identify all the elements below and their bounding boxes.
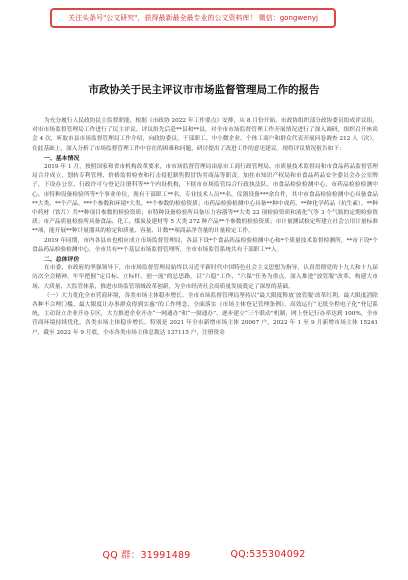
top-promo-banner: 关注头条号"公文研究"，获得最新最全最专业的公文资料库！ 微信：gongwenyj <box>50 8 336 28</box>
basic-paragraph-1: 2019 年 1 月，按照国家和省市机构改革要求，市市场监督管理局由原市工商行政管理局、市质量技术监督局和市食品药品监督管理局合并成立，划转专利管理、价格监督检查和打击侵犯制售假冒伪劣商品等职责。加挂市知识产权局和市食品药品安全委员会办公室牌子，下设办公室、行政许可与登记注册科等**个内设机构，下辖市市场监管综合行政执法队、市食品检验检测中心、市药品检验检测中心、市特种设备检验所等*个事业单位，现有干部职工**名，专业技术人员**名，仪器设备***余台件，其中市食品检验检测中心具备食品**大类、**个产品、***个参数和环境*大类、**个参数的检验资质；市药品检验检测中心具备**种中成药、**种化学药品（抗生素）、**种中药材（饮片）共**种项目参数的检验资质；市特种设备检验所具备压力容器等**大类 22 项检验资质和液化气等 3 个气瓶的定期检验资质；市产品质量检验所具备食品、化工、煤炭及建材等 5 大类 272 种产品**个参数的检验资质；市计量测试检定所建立社会公用计量标准**项，能开展**种计量器具的检定和质量、容量、计数**项商品净含量的计量检定工作。 <box>32 164 378 235</box>
evaluation-paragraph-1: 在市委、市政府的坚强领导下，市市场监督管理局始终以习近平新时代中国特色社会主义思想为指导，认真贯彻党的十九大和十九届历次全会精神，牢牢把握“定目标、立标杆、创一流”的总思路，以“六稳”工作、“六保”任务为重点，深入推进“放管服”改革，构建大市场、大质量、大监管体系，推进市场监管领域改革创新，为全市经济社会高质量发展奠定了深厚的基础。 <box>32 265 378 290</box>
section-heading-basic: 一、基本情况 <box>44 154 80 162</box>
page-title: 市政协关于民主评议市市场监督管理局工作的报告 <box>88 84 320 96</box>
bottom-contact-banner <box>0 544 408 564</box>
document-body <box>32 117 378 338</box>
section-heading-evaluation: 二、总体评价 <box>44 256 80 264</box>
basic-paragraph-2: 2019 年同期，市内各县市也相应成立市场监督管理局，各县下设*个食品药品检验检测中心和*个质量技术监督检测所，**市下设*个食品药品检验检测中心，全市共有**个基层市场监督管理所，全市市场监管系统共有干部职工**人。 <box>32 237 378 253</box>
evaluation-paragraph-2: （一）大力优化全市营商环境，各类市场主体稳步增长。全市市场监督管理局坚持以“最大限度释放‘放管服’改革红利、最大限度消除各种不合理门槛、最大限度让办事群众得到实惠”的工作理念，全面落实《市场主体登记管理条例》，高效运行“无纸全程电子化”登记系统，主动设立企业开办专区，大力推进企业开办“一网通办”和“一窗通办”，逐步建立“三个联动”机制，网上登记行办率达到 100%，全市营商环境持续优化，各类市场主体稳步增长。特别是 2021 年全市新增市场主体 20067 户，2022 年 1 至 9 月新增市场主体 15241 户，截至 2022 年 9 月底，全市各类市场主体总数达 137115 户，注册资金 <box>32 292 378 336</box>
intro-paragraph: 为充分履行人民政协民主监督职能，根据《市政协 2022 年工作要点》安排，从 8 月份开始，市政协组织部分政协委员组成评议组，对市市场监督管理局工作进行了民主评议。评议组先后赴**县和**县，对全市市场监督管理工作开展情况进行了深入调研，组织召开座谈会 4 次，听取市县市场监督管理局工作介绍，向政协委员、干部职工、中小微企业、个体工商户和群众代表开展问卷调查 212 人（次）。在此基础上，深入分析了市场监督管理工作中存在的困难和问题，研讨提出了改进工作的意见建议。现将评议情况报告如下： <box>32 118 378 152</box>
qq-text: QQ:535304092 <box>230 548 306 560</box>
qq-group-text: QQ 群：31991489 <box>102 550 191 561</box>
